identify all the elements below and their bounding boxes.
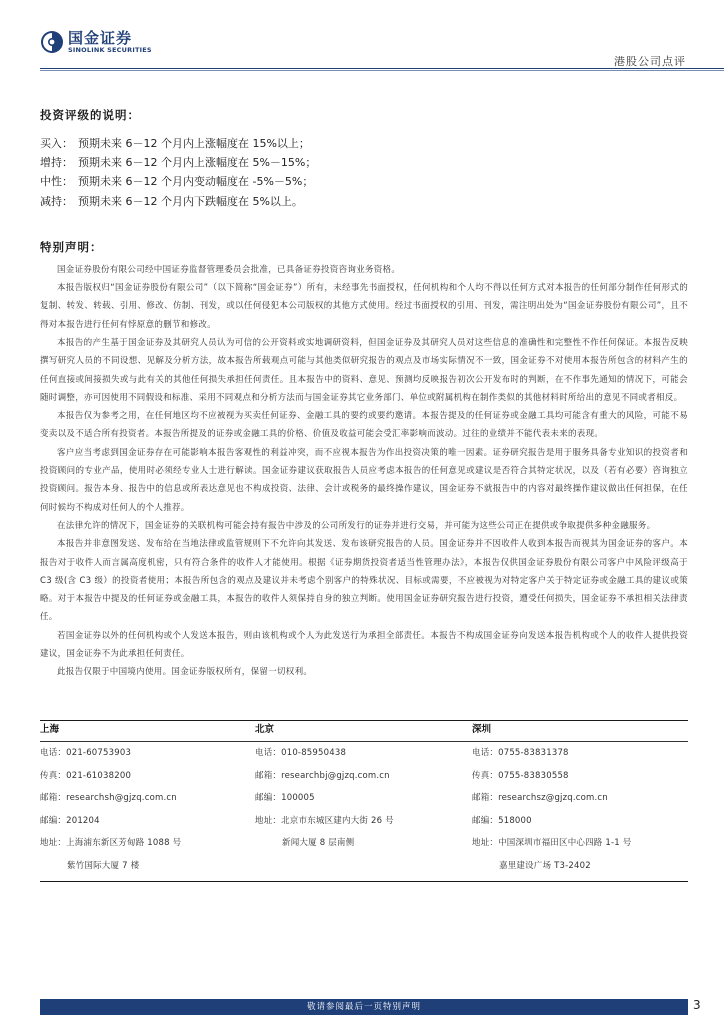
rating-name: 中性： <box>40 175 73 189</box>
disclaimer-paragraph: 本报告版权归“国金证券股份有限公司”（以下简称“国金证券”）所有，未经事先书面授权，任何机构和个人均不得以任何方式对本报告的任何部分制作任何形式的复制、转发、转载、引用、修改、仿制、刊发，或以任何侵犯本公司版权的其他方式使用。经过书面授权的引用、刊发，需注明出处为“国金证券股份有限公司”，且不得对本报告进行任何有悖原意的删节和修改。 <box>40 283 688 330</box>
contact-info-table <box>40 720 688 882</box>
contact-email: 邮箱：researchsz@gjzq.com.cn <box>472 793 608 803</box>
rating-name: 增持： <box>40 156 73 170</box>
disclaimer-paragraph: 此报告仅限于中国境内使用。国金证券版权所有，保留一切权利。 <box>57 667 313 678</box>
rating-item <box>40 192 688 211</box>
company-logo <box>40 30 152 54</box>
contact-address-line2: 新闻大厦 8 层南侧 <box>282 838 355 848</box>
disclaimer-paragraph: 本报告并非意图发送、发布给在当地法律或监管规则下不允许向其发送、发布该研究报告的人员。国金证券并不因收件人收到本报告而视其为国金证券的客户。本报告对于收件人而言属高度机密，只有符合条件的收件人才能使用。根据《证券期货投资者适当性管理办法》，本报告仅供国金证券股份有限公司客户中风险评级高于 C3 级(含 C3 级）的投资者使用；本报告所包含的观点及建议并未考虑个别客户的特殊状况、目标或需要，不应被视为对特定客户关于特定证券或金融工具的建议或策略。对于本报告中提及的任何证券或金融工具，本报告的收件人须保持自身的独立判断。使用国金证券研究报告进行投资，遭受任何损失，国金证券不承担相关法律责任。 <box>40 539 688 623</box>
disclaimer-paragraph: 客户应当考虑到国金证券存在可能影响本报告客观性的利益冲突，而不应视本报告为作出投资决策的唯一因素。证券研究报告是用于服务具备专业知识的投资者和投资顾问的专业产品，使用时必须经专业人士进行解读。国金证券建议获取报告人员应考虑本报告的任何意见或建议是否符合其特定状况，以及（若有必要）咨询独立投资顾问。报告本身、报告中的信息或所表达意见也不构成投资、法律、会计或税务的最终操作建议，国金证券不就报告中的内容对最终操作建议做出任何担保，在任何时候均不构成对任何人的个人推荐。 <box>40 447 688 513</box>
report-type-label: 港股公司点评 <box>614 55 686 68</box>
contact-address-line2: 紫竹国际大厦 7 楼 <box>67 860 140 871</box>
logo-chinese-name: 国金证券 <box>68 29 133 47</box>
rating-description: 预期未来 6－12 个月内变动幅度在 -5%－5%； <box>78 175 314 189</box>
disclaimer-paragraph: 国金证券股份有限公司经中国证券监督管理委员会批准，已具备证券投资咨询业务资格。 <box>57 264 401 275</box>
disclaimer-title: 特别声明： <box>40 239 103 254</box>
disclaimer-paragraph: 在法律允许的情况下，国金证券的关联机构可能会持有报告中涉及的公司所发行的证券并进行交易，并可能为这些公司正在提供或争取提供多种金融服务。 <box>57 520 656 531</box>
disclaimer-paragraph: 本报告的产生基于国金证券及其研究人员认为可信的公开资料或实地调研资料，但国金证券及其研究人员对这些信息的准确性和完整性不作任何保证。本报告反映撰写研究人员的不同设想、见解及分析方法，故本报告所载观点可能与其他类似研究报告的观点及市场实际情况不一致，国金证券不对使用本报告所包含的材料产生的任何直接或间接损失或与此有关的其他任何损失承担任何责任。且本报告中的资料、意见、预测均反映报告初次公开发布时的判断，在不作事先通知的情况下，可能会随时调整，亦可因使用不同假设和标准、采用不同观点和分析方法而与国金证券其它业务部门、单位或附属机构在制作类似的其他材料时所给出的意见不同或者相反。 <box>40 338 688 403</box>
disclaimer-paragraphs <box>40 261 688 682</box>
contact-fax: 传真：021-61038200 <box>40 770 132 781</box>
contact-bottom-rule <box>40 881 688 882</box>
contact-column-shenzhen <box>472 721 688 877</box>
page-header <box>0 0 724 70</box>
contact-address: 地址：上海浦东新区芳甸路 1088 号 <box>40 838 182 848</box>
contact-postcode: 邮编：518000 <box>472 815 532 826</box>
logo-english-name: SINOLINK SECURITIES <box>68 46 152 54</box>
contact-phone: 电话：0755-83831378 <box>472 748 569 758</box>
contact-column-beijing <box>255 721 472 877</box>
contact-address: 地址：北京市东城区建内大街 26 号 <box>255 815 394 826</box>
city-name: 上海 <box>40 724 60 735</box>
contact-postcode: 邮编：100005 <box>255 793 315 803</box>
contact-fax: 传真：0755-83830558 <box>472 770 569 781</box>
footer-notice: 敬请参阅最后一页特别声明 <box>306 1002 421 1012</box>
rating-section-title: 投资评级的说明： <box>40 108 140 122</box>
header-divider <box>40 68 724 69</box>
disclaimer-paragraph: 本报告仅为参考之用，在任何地区均不应被视为买卖任何证券、金融工具的要约或要约邀请。本报告提及的任何证券或金融工具均可能含有重大的风险，可能不易变卖以及不适合所有投资者。本报告所提及的证券或金融工具的价格、价值及收益可能会受汇率影响而波动。过往的业绩并不能代表未来的表现。 <box>40 411 688 440</box>
city-name: 北京 <box>255 724 275 735</box>
contact-postcode: 邮编：201204 <box>40 815 100 826</box>
contact-phone: 电话：010-85950438 <box>255 748 347 758</box>
page-number: 3 <box>693 998 701 1012</box>
rating-list <box>40 134 688 211</box>
disclaimer-section <box>40 239 688 682</box>
header-divider-thin <box>40 70 724 71</box>
disclaimer-paragraph: 若国金证券以外的任何机构或个人发送本报告，则由该机构或个人为此发送行为承担全部责任。本报告不构成国金证券向发送本报告机构或个人的收件人提供投资建议，国金证券不为此承担任何责任。 <box>40 630 688 660</box>
rating-description: 预期未来 6－12 个月内上涨幅度在 15%以上； <box>78 137 310 150</box>
contact-email: 邮箱：researchsh@gjzq.com.cn <box>40 793 177 803</box>
main-content <box>40 107 688 682</box>
contact-email: 邮箱：researchbj@gjzq.com.cn <box>255 770 390 781</box>
city-name: 深圳 <box>472 724 492 735</box>
contact-phone: 电话：021-60753903 <box>40 748 132 758</box>
rating-description: 预期未来 6－12 个月内上涨幅度在 5%－15%； <box>78 156 317 170</box>
contact-address-line2: 嘉里建设广场 T3-2402 <box>499 860 591 871</box>
contact-address: 地址：中国深圳市福田区中心四路 1-1 号 <box>472 838 632 848</box>
rating-item <box>40 134 688 153</box>
rating-name: 买入： <box>40 137 73 150</box>
rating-description: 预期未来 6－12 个月内下跌幅度在 5%以上。 <box>78 194 303 208</box>
rating-item <box>40 153 688 172</box>
sinolink-logo-icon <box>40 30 64 54</box>
rating-item <box>40 172 688 191</box>
rating-name: 减持： <box>40 194 73 208</box>
contact-column-shanghai <box>40 721 255 877</box>
